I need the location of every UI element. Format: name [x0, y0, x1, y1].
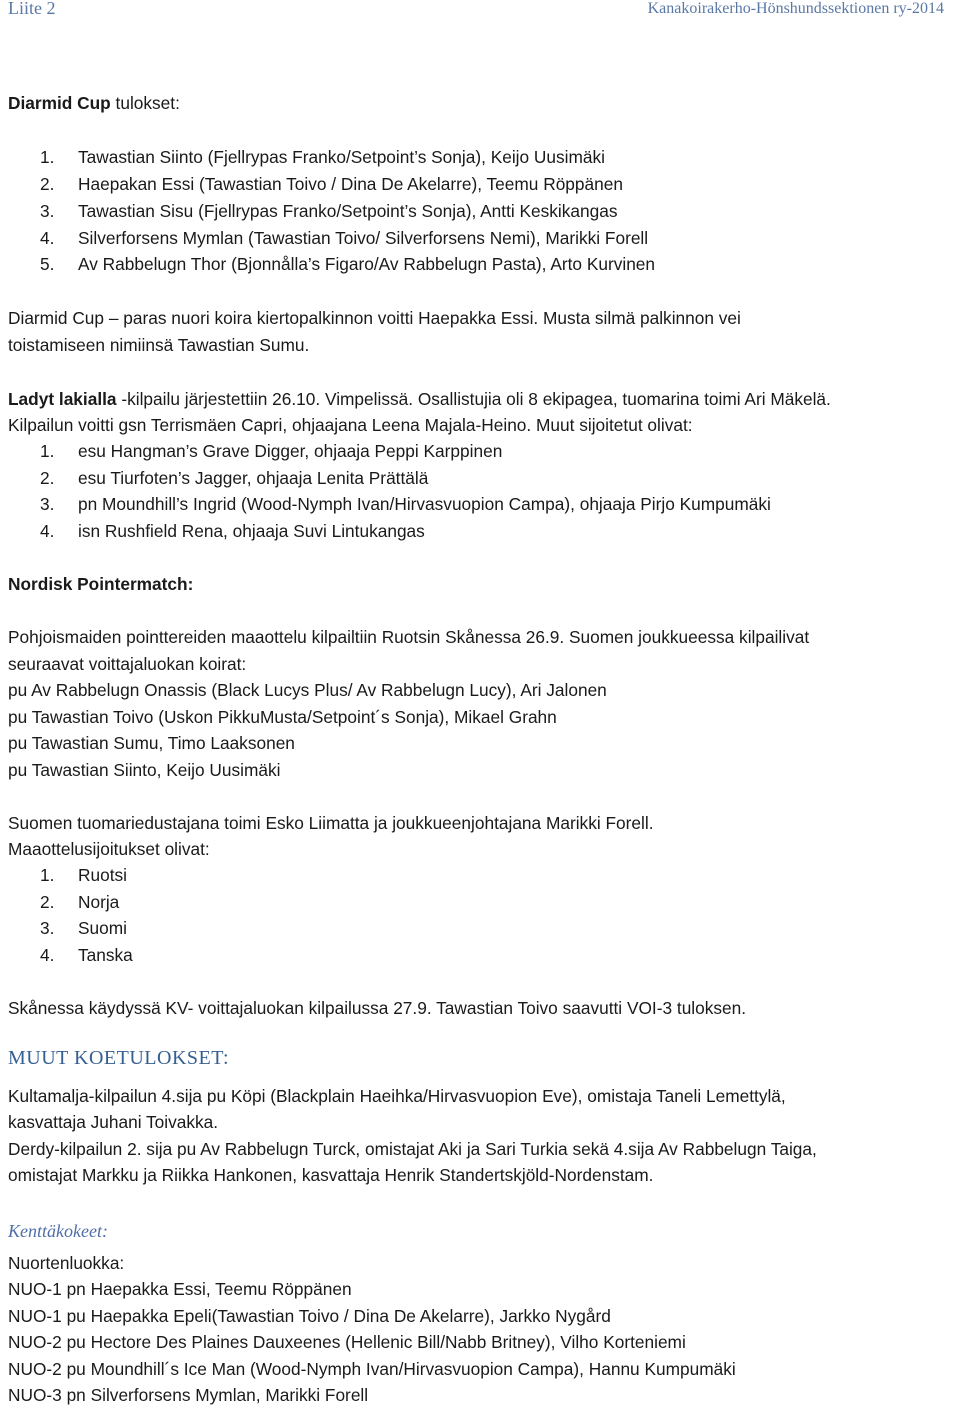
list-number: 2.: [40, 468, 55, 488]
result-entry: NUO-1 pn Haepakka Essi, Teemu Röppänen: [8, 1279, 352, 1299]
list-item: Av Rabbelugn Thor (Bjonnålla’s Figaro/Av Rabbelugn Pasta), Arto Kurvinen: [78, 254, 656, 274]
nordisk-paragraph-line: Pohjoismaiden pointtereiden maaottelu kilpailtiin Ruotsin Skånessa 26.9. Suomen joukkueessa kilpailivat: [8, 627, 810, 647]
result-entry: NUO-2 pu Moundhill´s Ice Man (Wood-Nymph Ivan/Hirvasvuopion Campa), Hannu Kumpumäki: [8, 1359, 736, 1379]
muut-paragraph-line: omistajat Markku ja Riikka Hankonen, kasvattaja Henrik Standertskjöld-Nordenstam.: [8, 1165, 654, 1185]
header-appendix-label: Liite 2: [8, 0, 56, 18]
list-number: 3.: [40, 201, 55, 221]
dog-entry: pu Tawastian Sumu, Timo Laaksonen: [8, 733, 295, 753]
muut-koetulokset-heading: MUUT KOETULOKSET:: [8, 1047, 230, 1069]
list-item: Tanska: [78, 945, 133, 965]
list-item: esu Hangman’s Grave Digger, ohjaaja Peppi Karppinen: [78, 441, 503, 461]
list-number: 1.: [40, 441, 55, 461]
nordisk-kv-result-line: Skånessa käydyssä KV- voittajaluokan kilpailussa 27.9. Tawastian Toivo saavutti VOI-3 tuloksen.: [8, 998, 747, 1018]
list-number: 2.: [40, 174, 55, 194]
list-number: 4.: [40, 521, 55, 541]
nordisk-paragraph-line: seuraavat voittajaluokan koirat:: [8, 654, 247, 674]
muut-paragraph-line: Derdy-kilpailun 2. sija pu Av Rabbelugn Turck, omistajat Aki ja Sari Turkia sekä 4.sija Av Rabbelugn Taiga,: [8, 1139, 817, 1159]
muut-paragraph-line: Kultamalja-kilpailun 4.sija pu Köpi (Blackplain Haeihka/Hirvasvuopion Eve), omistaja Taneli Lemettylä,: [8, 1086, 786, 1106]
nordisk-judge-line: Suomen tuomariedustajana toimi Esko Liimatta ja joukkueenjohtajana Marikki Forell.: [8, 813, 654, 833]
list-number: 3.: [40, 918, 55, 938]
kenttakokeet-heading: Kenttäkokeet:: [8, 1221, 108, 1241]
ladyt-paragraph-line: [8, 388, 831, 410]
list-item: Tawastian Siinto (Fjellrypas Franko/Setpoint’s Sonja), Keijo Uusimäki: [78, 147, 605, 167]
list-item: Norja: [78, 892, 120, 912]
ladyt-line-rest: -kilpailu järjestettiin 26.10. Vimpelissä. Osallistujia oli 8 ekipagea, tuomarina toimi Ari Mäkelä.: [116, 389, 831, 409]
list-number: 3.: [40, 494, 55, 514]
list-number: 4.: [40, 945, 55, 965]
nordisk-placings-title: Maaottelusijoitukset olivat:: [8, 839, 210, 859]
list-item: Ruotsi: [78, 865, 127, 885]
dog-entry: pu Av Rabbelugn Onassis (Black Lucys Plus/ Av Rabbelugn Lucy), Ari Jalonen: [8, 680, 607, 700]
ladyt-title: Ladyt lakialla: [8, 389, 117, 409]
list-item: esu Tiurfoten’s Jagger, ohjaaja Lenita Prättälä: [78, 468, 429, 488]
dog-entry: pu Tawastian Siinto, Keijo Uusimäki: [8, 760, 281, 780]
dog-entry: pu Tawastian Toivo (Uskon PikkuMusta/Setpoint´s Sonja), Mikael Grahn: [8, 707, 557, 727]
page-header: [0, 0, 960, 20]
diarmid-paragraph-line: Diarmid Cup – paras nuori koira kiertopalkinnon voitti Haepakka Essi. Musta silmä palkinnon vei: [8, 308, 741, 328]
diarmid-paragraph-line: toistamiseen nimiinsä Tawastian Sumu.: [8, 335, 310, 355]
diarmid-heading: [8, 92, 180, 114]
result-entry: NUO-3 pn Silverforsens Mymlan, Marikki Forell: [8, 1385, 369, 1405]
list-number: 4.: [40, 228, 55, 248]
result-entry: NUO-2 pu Hectore Des Plaines Dauxeenes (Hellenic Bill/Nabb Britney), Vilho Korteniemi: [8, 1332, 686, 1352]
diarmid-title: Diarmid Cup: [8, 93, 111, 113]
list-number: 1.: [40, 865, 55, 885]
list-item: Tawastian Sisu (Fjellrypas Franko/Setpoint’s Sonja), Antti Keskikangas: [78, 201, 618, 221]
result-entry: NUO-1 pu Haepakka Epeli(Tawastian Toivo / Dina De Akelarre), Jarkko Nygård: [8, 1306, 611, 1326]
muut-paragraph-line: kasvattaja Juhani Toivakka.: [8, 1112, 219, 1132]
list-number: 2.: [40, 892, 55, 912]
list-item: Haepakan Essi (Tawastian Toivo / Dina De Akelarre), Teemu Röppänen: [78, 174, 623, 194]
list-item: isn Rushfield Rena, ohjaaja Suvi Lintukangas: [78, 521, 425, 541]
list-number: 5.: [40, 254, 55, 274]
list-item: pn Moundhill’s Ingrid (Wood-Nymph Ivan/Hirvasvuopion Campa), ohjaaja Pirjo Kumpumäki: [78, 494, 771, 514]
list-item: Silverforsens Mymlan (Tawastian Toivo/ Silverforsens Nemi), Marikki Forell: [78, 228, 649, 248]
header-club-name: Kanakoirakerho-Hönshundssektionen ry-2014: [647, 0, 944, 17]
diarmid-title-suffix: tulokset:: [110, 93, 180, 113]
list-number: 1.: [40, 147, 55, 167]
nuortenluokka-subtitle: Nuortenluokka:: [8, 1253, 125, 1273]
list-item: Suomi: [78, 918, 127, 938]
nordisk-title: Nordisk Pointermatch:: [8, 574, 194, 594]
ladyt-paragraph-line: Kilpailun voitti gsn Terrismäen Capri, ohjaajana Leena Majala-Heino. Muut sijoitetut olivat:: [8, 415, 693, 435]
